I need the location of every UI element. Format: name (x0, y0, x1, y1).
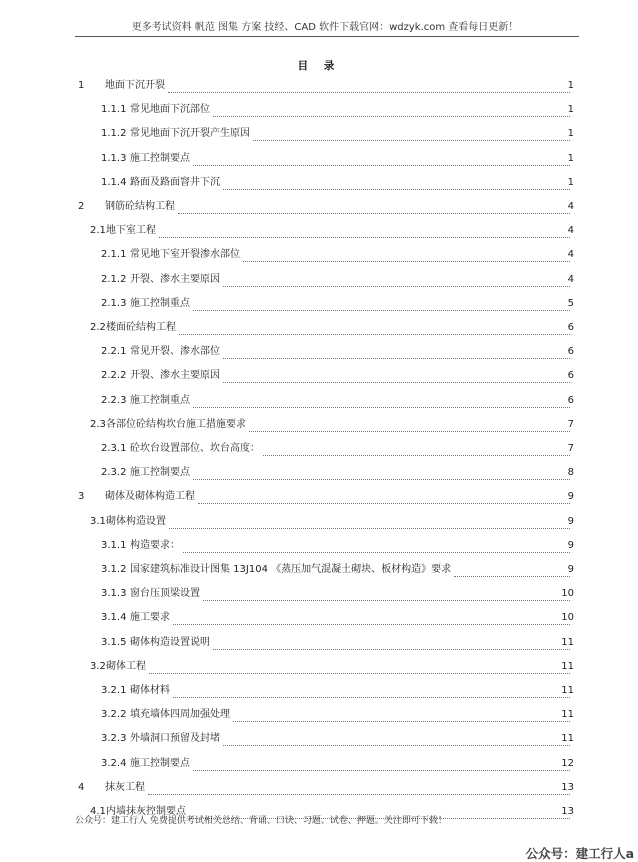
toc-dot-leader (223, 179, 570, 190)
toc-entry-page: 9 (567, 515, 574, 527)
toc-dot-leader (168, 82, 570, 93)
toc-entry-page: 4 (567, 249, 574, 261)
toc-entry[interactable] (0, 587, 638, 601)
toc-entry[interactable] (0, 757, 638, 771)
toc-entry-page: 6 (567, 394, 574, 406)
toc-entry-leader (130, 127, 572, 141)
toc-dot-leader (173, 687, 570, 698)
toc-entry[interactable] (0, 369, 638, 383)
toc-entry-number: 3 (78, 491, 85, 503)
toc-entry[interactable] (0, 636, 638, 650)
toc-entry-title: 施工控制要点 (130, 152, 190, 164)
toc-entry-title: 国家建筑标准设计图集 13J104 《蒸压加气混凝土砌块、板材构造》要求 (130, 564, 452, 575)
toc-dot-leader (233, 711, 570, 722)
toc-entry[interactable] (0, 103, 638, 117)
toc-dot-leader (213, 639, 570, 650)
toc-dot-leader (193, 469, 570, 480)
toc-entry-leader (130, 636, 572, 650)
page-header: 更多考试资料 帆范 图集 方案 技经、CAD 软件下载官网：wdzyk.com 查看每日更新！ (131, 22, 519, 33)
toc-entry-page: 9 (567, 491, 574, 503)
toc-entry-leader (130, 345, 572, 359)
toc-entry-number: 4 (78, 781, 85, 793)
toc-entry-leader (130, 757, 572, 771)
toc-entry-title: 钢筋砼结构工程 (105, 201, 175, 212)
toc-entry-title: 内墙抹灰控制要点 (106, 806, 186, 817)
toc-entry[interactable] (0, 394, 638, 408)
toc-entry-page: 1 (567, 152, 574, 164)
toc-entry-title: 填充墙体四周加强处理 (130, 709, 230, 721)
toc-entry[interactable] (0, 490, 638, 504)
toc-entry-leader (130, 563, 572, 577)
toc-entry-number: 2 (78, 201, 85, 212)
toc-entry[interactable] (0, 152, 638, 166)
toc-entry[interactable] (0, 732, 638, 746)
toc-entry-page: 1 (567, 80, 574, 91)
toc-entry-page: 10 (561, 588, 574, 600)
toc-entry-page: 6 (567, 322, 574, 333)
toc-entry[interactable] (0, 345, 638, 359)
toc-entry[interactable] (0, 611, 638, 625)
toc-entry-leader (130, 539, 572, 553)
toc-entry-page: 5 (567, 297, 574, 309)
toc-entry-leader (130, 103, 572, 117)
toc-entry-number: 2.1.2 (101, 273, 127, 285)
toc-entry-title: 构造要求： (130, 539, 180, 551)
toc-entry-page: 9 (567, 564, 574, 575)
toc-entry-number: 1.1.3 (101, 152, 127, 164)
toc-entry-page: 11 (561, 685, 574, 696)
toc-entry-leader (105, 781, 572, 795)
toc-entry-number: 2.3.1 (101, 443, 127, 454)
toc-entry-leader (130, 297, 572, 311)
toc-entry-leader (130, 466, 572, 480)
toc-entry[interactable] (0, 321, 638, 335)
toc-entry-title: 地面下沉开裂 (105, 80, 165, 91)
toc-entry-number: 2.1.3 (101, 297, 127, 309)
toc-entry-leader (130, 732, 572, 746)
toc-dot-leader (193, 760, 570, 771)
toc-dot-leader (169, 518, 570, 529)
toc-entry-leader (106, 515, 572, 529)
toc-entry-leader (130, 369, 572, 383)
toc-title: 目 录 (297, 60, 341, 72)
toc-entry[interactable] (0, 297, 638, 311)
toc-entry[interactable] (0, 515, 638, 529)
toc-entry-leader (130, 442, 572, 456)
toc-entry-number: 2.1.1 (101, 249, 127, 261)
toc-entry-leader (106, 224, 572, 238)
toc-entry-title: 抹灰工程 (105, 781, 145, 793)
toc-entry-title: 施工控制要点 (130, 757, 190, 769)
toc-entry-page: 6 (567, 370, 574, 382)
toc-dot-leader (249, 421, 570, 432)
toc-entry-leader (130, 152, 572, 166)
toc-dot-leader (183, 542, 570, 553)
toc-entry-title: 砌体材料 (130, 685, 170, 696)
toc-entry-page: 11 (561, 660, 574, 672)
toc-entry-page: 4 (567, 225, 574, 237)
toc-entry-page: 4 (567, 273, 574, 285)
toc-entry[interactable] (0, 684, 638, 698)
toc-entry-leader (130, 273, 572, 287)
toc-dot-leader (193, 397, 570, 408)
toc-entry[interactable] (0, 660, 638, 674)
toc-entry[interactable] (0, 224, 638, 238)
toc-entry-page: 1 (567, 104, 574, 116)
toc-dot-leader (454, 566, 570, 577)
toc-entry[interactable] (0, 539, 638, 553)
toc-entry-leader (105, 490, 572, 504)
toc-entry-title: 常见地下室开裂渗水部位 (130, 249, 240, 261)
toc-entry-title: 常见地面下沉部位 (130, 104, 210, 116)
footer-note: 公众号：建工行人 免费提供考试相关总结、背诵、口诀、习题、试卷、押题。关注即可下载！ (75, 816, 447, 826)
toc-entry-number: 1 (78, 80, 85, 91)
toc-entry-page: 7 (567, 418, 574, 430)
toc-entry-title: 施工控制重点 (130, 297, 190, 309)
toc-entry-title: 砌体及砌体构造工程 (105, 491, 195, 503)
toc-entry-title: 开裂、渗水主要原因 (130, 370, 220, 382)
toc-entry-title: 外墙洞口预留及封堵 (130, 733, 220, 745)
toc-entry-page: 13 (561, 806, 574, 817)
toc-entry-title: 砌体构造设置 (106, 515, 166, 527)
toc-entry-leader (130, 587, 572, 601)
toc-entry-number: 2.1 (90, 225, 106, 237)
toc-dot-leader (193, 300, 570, 311)
toc-entry-page: 1 (567, 176, 574, 188)
toc-entry-number: 3.1.4 (101, 612, 127, 624)
toc-dot-leader (198, 493, 570, 504)
toc-entry[interactable] (0, 466, 638, 480)
toc-entry-number: 3.1 (90, 515, 106, 527)
toc-entry-number: 2.3 (90, 418, 106, 430)
toc-entry-leader (106, 660, 572, 674)
toc-dot-leader (223, 372, 570, 383)
toc-entry-page: 8 (567, 467, 574, 479)
toc-entry-page: 10 (561, 612, 574, 624)
toc-entry-leader (130, 611, 572, 625)
toc-entry[interactable] (0, 79, 638, 93)
header-divider (75, 36, 579, 37)
toc-entry-page: 12 (561, 757, 574, 769)
toc-entry-page: 7 (567, 443, 574, 454)
toc-entry-page: 11 (561, 733, 574, 745)
toc-entry-number: 2.3.2 (101, 467, 127, 479)
toc-dot-leader (243, 251, 570, 262)
toc-entry-title: 楼面砼结构工程 (106, 322, 176, 333)
toc-dot-leader (149, 663, 570, 674)
toc-dot-leader (173, 614, 570, 625)
toc-entry[interactable] (0, 418, 638, 432)
toc-entry-number: 3.1.2 (101, 564, 127, 575)
toc-entry[interactable] (0, 442, 638, 456)
toc-dot-leader (213, 106, 570, 117)
toc-entry-title: 砼坎台设置部位、坎台高度： (130, 443, 260, 454)
toc-entry[interactable] (0, 781, 638, 795)
toc-dot-leader (159, 227, 570, 238)
toc-entry-title: 砌体工程 (106, 660, 146, 672)
toc-entry-number: 1.1.2 (101, 128, 127, 140)
toc-entry-number: 3.1.1 (101, 539, 127, 551)
toc-entry-leader (130, 684, 572, 698)
toc-entry-page: 11 (561, 709, 574, 721)
toc-entry-number: 2.2.2 (101, 370, 127, 382)
toc-entry-number: 3.2.2 (101, 709, 127, 721)
toc-entry-title: 施工要求 (130, 612, 170, 624)
toc-dot-leader (263, 445, 570, 456)
toc-entry-number: 3.2 (90, 660, 106, 672)
toc-entry-number: 4.1 (90, 806, 106, 817)
toc-entry-leader (106, 418, 572, 432)
toc-entry-number: 3.2.1 (101, 685, 127, 696)
toc-entry-number: 3.1.3 (101, 588, 127, 600)
toc-entry-title: 施工控制要点 (130, 467, 190, 479)
toc-entry[interactable] (0, 248, 638, 262)
toc-entry-page: 11 (561, 636, 574, 648)
toc-entry[interactable] (0, 708, 638, 722)
toc-entry-leader (105, 200, 572, 214)
toc-entry[interactable] (0, 176, 638, 190)
toc-dot-leader (148, 784, 570, 795)
toc-entry-number: 2.2 (90, 322, 106, 333)
toc-entry-title: 施工控制重点 (130, 394, 190, 406)
toc-entry-leader (105, 79, 572, 93)
toc-entry-number: 3.2.4 (101, 757, 127, 769)
toc-dot-leader (193, 155, 570, 166)
toc-entry-title: 路面及路面窨井下沉 (130, 176, 220, 188)
toc-entry-leader (130, 176, 572, 190)
toc-dot-leader (178, 203, 570, 214)
toc-entry-page: 1 (567, 128, 574, 140)
toc-entry-leader (130, 394, 572, 408)
toc-entry[interactable] (0, 563, 638, 577)
watermark: 公众号：建工行人a (525, 846, 634, 861)
toc-dot-leader (253, 130, 570, 141)
toc-entry-number: 2.2.1 (101, 346, 127, 358)
toc-entry[interactable] (0, 127, 638, 141)
toc-entry-page: 4 (567, 201, 574, 212)
toc-entry-title: 常见开裂、渗水部位 (130, 346, 220, 358)
toc-entry-leader (106, 321, 572, 335)
toc-entry-number: 1.1.1 (101, 104, 127, 116)
toc-entry-title: 各部位砼结构坎台施工措施要求 (106, 418, 246, 430)
toc-dot-leader (223, 735, 570, 746)
toc-entry-title: 窗台压顶梁设置 (130, 588, 200, 600)
toc-entry-number: 3.1.5 (101, 636, 127, 648)
toc-entry-page: 9 (567, 539, 574, 551)
toc-entry-number: 2.2.3 (101, 394, 127, 406)
toc-entry[interactable] (0, 273, 638, 287)
toc-entry-title: 开裂、渗水主要原因 (130, 273, 220, 285)
toc-entry-leader (130, 708, 572, 722)
toc-entry-number: 1.1.4 (101, 176, 127, 188)
toc-entry-page: 6 (567, 346, 574, 358)
toc-dot-leader (223, 276, 570, 287)
toc-dot-leader (179, 324, 570, 335)
toc-entry-page: 13 (561, 781, 574, 793)
toc-entry-title: 常见地面下沉开裂产生原因 (130, 128, 250, 140)
toc-entry-title: 砌体构造设置说明 (130, 636, 210, 648)
toc-entry-number: 3.2.3 (101, 733, 127, 745)
toc-dot-leader (203, 590, 570, 601)
toc-entry-title: 地下室工程 (106, 225, 156, 237)
toc-entry[interactable] (0, 200, 638, 214)
toc-entry-leader (130, 248, 572, 262)
toc-dot-leader (223, 348, 570, 359)
